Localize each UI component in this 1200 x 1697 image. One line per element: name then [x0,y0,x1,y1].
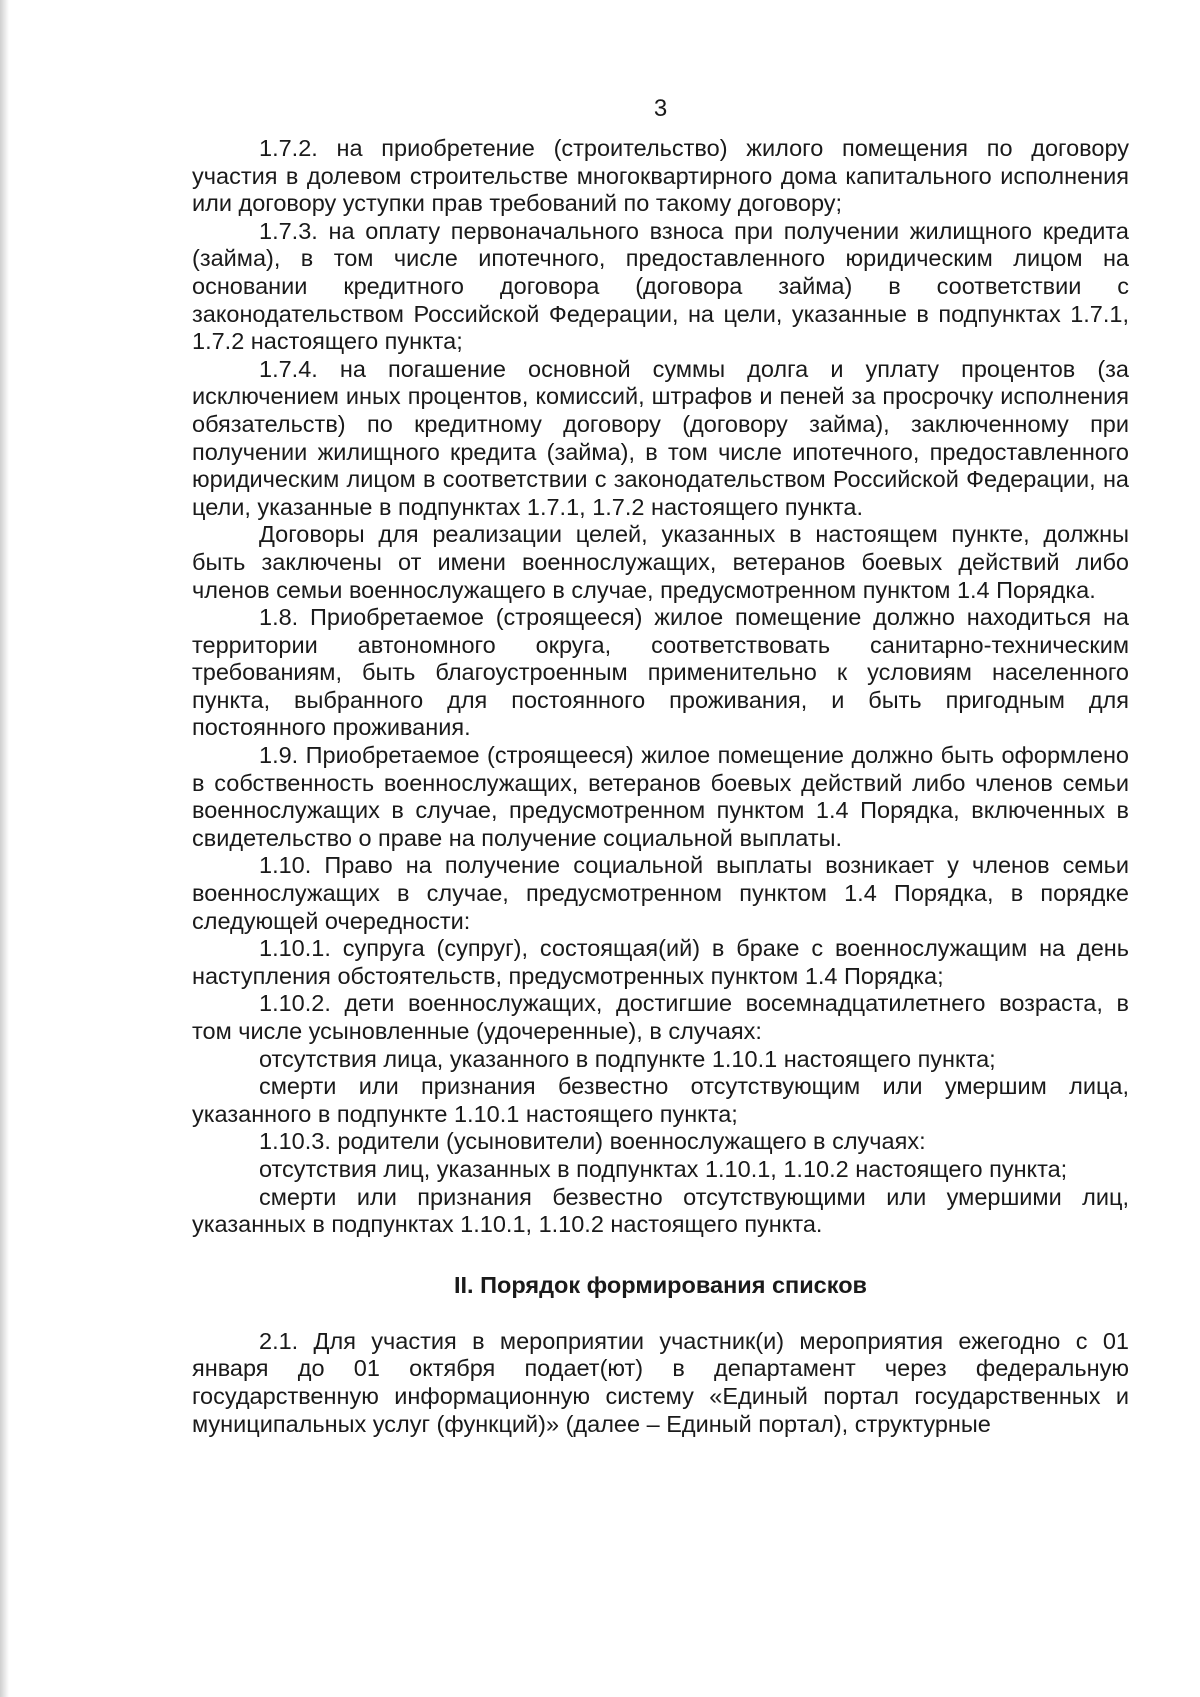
paragraph-contracts: Договоры для реализации целей, указанных в настоящем пункте, должны быть заключены от имени военнослужащих, ветеранов боевых действий либо членов семьи военнослужащего в случае, предусмотренном пунктом 1.4 Порядка. [192,521,1129,603]
paragraph-1-7-4: 1.7.4. на погашение основной суммы долга и уплату процентов (за исключением иных процентов, комиссий, штрафов и пеней за просрочку исполнения обязательств) по кредитному договору (договору займа), заключенному при получении жилищного кредита (займа), в том числе ипотечного, предоставленного юридическим лицом в соответствии с законодательством Российской Федерации, на цели, указанные в подпунктах 1.7.1, 1.7.2 настоящего пункта. [192,355,1129,520]
paragraph-1-9: 1.9. Приобретаемое (строящееся) жилое помещение должно быть оформлено в собственность военнослужащих, ветеранов боевых действий либо членов семьи военнослужащих в случае, предусмотренном пунктом 1.4 Порядка, включенных в свидетельство о праве на получение социальной выплаты. [192,742,1129,851]
paragraph-1-7-2: 1.7.2. на приобретение (строительство) жилого помещения по договору участия в долевом строительстве многоквартирного дома капитального исполнения или договору уступки прав требований по такому договору; [192,135,1129,217]
scan-edge-shadow [0,0,9,1697]
paragraph-1-10-2-case-b: смерти или признания безвестно отсутствующим или умершим лица, указанного в подпункте 1.10.1 настоящего пункта; [192,1073,1129,1127]
paragraph-1-10-2-case-a: отсутствия лица, указанного в подпункте 1.10.1 настоящего пункта; [259,1045,996,1072]
section-title: II. Порядок формирования списков [454,1271,867,1298]
paragraph-1-10: 1.10. Право на получение социальной выплаты возникает у членов семьи военнослужащих в случае, предусмотренном пунктом 1.4 Порядка, в порядке следующей очередности: [192,852,1129,934]
paragraph-2-1: 2.1. Для участия в мероприятии участник(и) мероприятия ежегодно с 01 января до 01 октября подает(ют) в департамент через федеральную государственную информационную систему «Единый портал государственных и муниципальных услуг (функций)» (далее – Единый портал), структурные [192,1327,1129,1437]
paragraph-1-10-3-case-b: смерти или признания безвестно отсутствующими или умершими лиц, указанных в подпунктах 1.10.1, 1.10.2 настоящего пункта. [192,1183,1129,1238]
paragraph-1-7-3: 1.7.3. на оплату первоначального взноса при получении жилищного кредита (займа), в том числе ипотечного, предоставленного юридическим лицом на основании кредитного договора (договора займа) в соответствии с законодательством Российской Федерации, на цели, указанные в подпунктах 1.7.1, 1.7.2 настоящего пункта; [192,217,1129,355]
paragraph-1-10-3-case-a: отсутствия лиц, указанных в подпунктах 1.10.1, 1.10.2 настоящего пункта; [259,1155,1068,1182]
document-page [192,95,1129,1438]
paragraph-1-10-2: 1.10.2. дети военнослужащих, достигшие восемнадцатилетнего возраста, в том числе усыновленные (удочеренные), в случаях: [192,990,1129,1044]
paragraph-1-8: 1.8. Приобретаемое (строящееся) жилое помещение должно находиться на территории автономного округа, соответствовать санитарно-техническим требованиям, быть благоустроенным применительно к условиям населенного пункта, выбранного для постоянного проживания, и быть пригодным для постоянного проживания. [192,604,1129,741]
paragraph-1-10-3: 1.10.3. родители (усыновители) военнослужащего в случаях: [259,1128,926,1155]
paragraph-1-10-1: 1.10.1. супруга (супруг), состоящая(ий) в браке с военнослужащим на день наступления обстоятельств, предусмотренных пунктом 1.4 Порядка; [192,935,1129,989]
page-number: 3 [653,95,668,122]
